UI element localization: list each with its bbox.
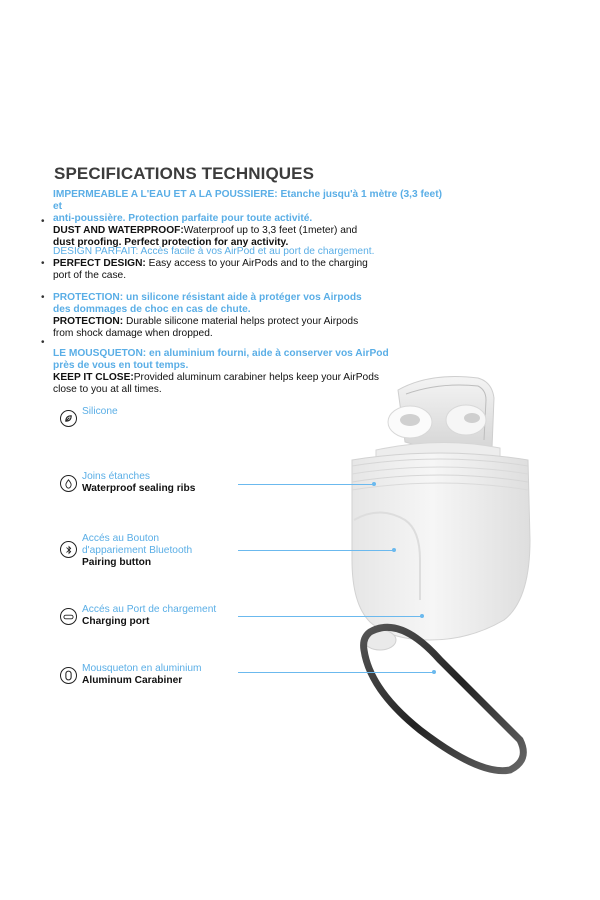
bluetooth-icon xyxy=(60,541,77,558)
feature-fr-label: Accés au Bouton xyxy=(82,533,160,544)
spec-fr-line: près de vous en tout temps. xyxy=(53,360,189,371)
leader-line-carabiner xyxy=(238,672,434,673)
lightning-port-icon xyxy=(60,608,77,625)
spec-en-line: port of the case. xyxy=(53,270,127,281)
spec-en-line: close to you at all times. xyxy=(53,384,162,395)
spec-fr-line: LE MOUSQUETON: en aluminium fourni, aide à conserver vos AirPod xyxy=(53,348,389,359)
spec-en-heading: PERFECT DESIGN: xyxy=(53,258,146,269)
spec-fr-line: IMPERMEABLE A L'EAU ET A LA POUSSIERE: Etanche jusqu'à 1 mètre (3,3 feet) et xyxy=(53,189,443,212)
feature-fr-label: Accés au Port de chargement xyxy=(82,604,217,615)
leader-dot xyxy=(372,482,376,486)
spec-en-line: from shock damage when dropped. xyxy=(53,328,213,339)
spec-fr-line: PROTECTION: un silicone résistant aide à protéger vos Airpods xyxy=(53,292,362,303)
spec-en-line: dust proofing. Perfect protection for any activity. xyxy=(53,237,289,248)
feature-en-label: Aluminum Carabiner xyxy=(82,675,183,686)
feature-fr-label: d'appariement Bluetooth xyxy=(82,545,193,556)
spec-en-line: Provided aluminum carabiner helps keep your AirPods xyxy=(133,372,379,383)
spec-en-line: Durable silicone material helps protect your Airpods xyxy=(123,316,359,327)
feature-fr-label: Mousqueton en aluminium xyxy=(82,663,202,674)
page-title: SPECIFICATIONS TECHNIQUES xyxy=(54,164,315,183)
leader-dot xyxy=(392,548,396,552)
spec-en-heading: KEEP IT CLOSE: xyxy=(53,372,134,383)
spec-en-heading: PROTECTION: xyxy=(53,316,124,327)
feature-fr-label: Joins étanches xyxy=(82,471,150,482)
leader-line-ribs xyxy=(238,484,374,485)
feature-en-label: Waterproof sealing ribs xyxy=(82,483,196,494)
spec-en-line: Waterproof up to 3,3 feet (1meter) and xyxy=(183,225,358,236)
bullet-dot: • xyxy=(41,292,45,303)
feature-en-label: Charging port xyxy=(82,616,150,627)
spec-fr-line: DESIGN PARFAIT: Accès facile à vos AirPod et au port de chargement. xyxy=(53,246,375,257)
leaf-icon xyxy=(60,410,77,427)
leader-line-port xyxy=(238,616,422,617)
bullet-dot: • xyxy=(41,337,45,348)
spec-fr-line: des dommages de choc en cas de chute. xyxy=(53,304,251,315)
feature-en-label: Pairing button xyxy=(82,557,152,568)
leader-dot xyxy=(432,670,436,674)
carabiner-icon xyxy=(60,667,77,684)
bullet-dot: • xyxy=(41,216,45,227)
leader-line-pairing xyxy=(238,550,394,551)
case-body xyxy=(352,453,530,640)
leader-dot xyxy=(420,614,424,618)
feature-fr-label: Silicone xyxy=(82,406,118,417)
bullet-dot: • xyxy=(41,258,45,269)
spec-en-heading: DUST AND WATERPROOF: xyxy=(53,225,184,236)
water-drop-icon xyxy=(60,475,77,492)
spec-en-line: Easy access to your AirPods and to the charging xyxy=(145,258,368,269)
spec-fr-line: anti-poussière. Protection parfaite pour toute activité. xyxy=(53,213,313,224)
